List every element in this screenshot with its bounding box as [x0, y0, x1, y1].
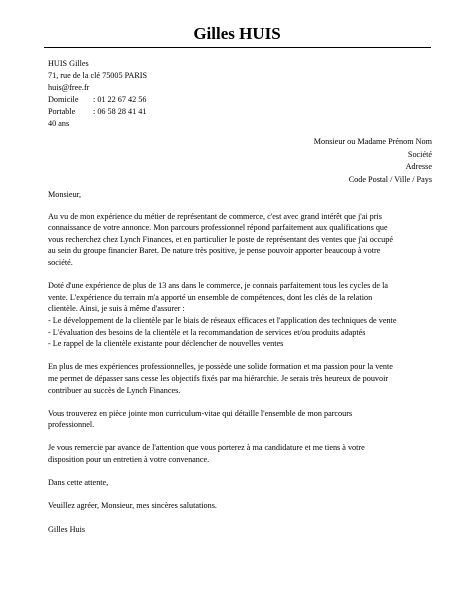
- text-line: connaissance de votre annonce. Mon parcours professionnel répond parfaitement aux qualifications que: [48, 223, 388, 233]
- text-line: Au vu de mon expérience du métier de représentant de commerce, c'est avec grand intérêt que j'ai pris: [48, 211, 382, 221]
- sender-name: HUIS Gilles: [48, 59, 89, 68]
- closing-formula: Veuillez agréer, Monsieur, mes sincères salutations.: [48, 501, 217, 511]
- text-line: au sein du groupe financier Baret. De nature très positive, je pense pouvoir apporter beaucoup à votre: [48, 246, 381, 256]
- title-divider: [44, 47, 431, 48]
- paragraph-cv: [48, 408, 433, 431]
- text-line: Doté d'une expérience de plus de 13 ans dans le commerce, je connais parfaitement tous les cycles de la: [48, 281, 388, 291]
- text-line: clientèle. Ainsi, je suis à même d'assurer :: [48, 304, 185, 314]
- text-line: vente. L'expérience du terrain m'a apporté un ensemble de compétences, dont les clés de la relation: [48, 292, 373, 302]
- text-line: En plus de mes expériences professionnelles, je possède une solide formation et ma passion pour la vente: [48, 362, 393, 372]
- sender-phone-mobile: [48, 106, 147, 118]
- bullet-item: - Le développement de la clientèle par le biais de réseaux efficaces et l'application des techniques de vente: [48, 315, 397, 325]
- sender-age: 40 ans: [48, 119, 70, 128]
- letter-body: [48, 189, 433, 547]
- sender-phone-mobile-label: Portable: [48, 107, 76, 116]
- recipient-name: Monsieur ou Madame Prénom Nom: [313, 137, 432, 146]
- signature: Gilles Huis: [48, 524, 86, 534]
- recipient-address: Adresse: [405, 162, 432, 171]
- salutation: Monsieur,: [48, 190, 82, 199]
- sender-address: 71, rue de la clé 75005 PARIS: [48, 71, 148, 80]
- text-line: société.: [48, 257, 73, 267]
- sender-phone-home: [48, 94, 147, 106]
- bullet-item: - L'évaluation des besoins de la clientèle et la recommandation de services et/ou produits adaptés: [48, 327, 366, 337]
- paragraph-intro: [48, 211, 433, 269]
- sender-phone-home-value: : 01 22 67 42 56: [93, 95, 147, 104]
- page-title: Gilles HUIS: [193, 24, 281, 43]
- paragraph-thanks: [48, 442, 433, 465]
- recipient-block: [212, 136, 432, 186]
- bullet-item: - Le rappel de la clientèle existante pour déclencher de nouvelles ventes: [48, 339, 284, 349]
- paragraph-waiting: Dans cette attente,: [48, 478, 109, 488]
- sender-phone-mobile-value: : 06 58 28 41 41: [93, 107, 147, 116]
- text-line: vous recherchez chez Lynch Finances, et en particulier le poste de représentant des ventes que j'ai occupé: [48, 234, 393, 244]
- text-line: me permet de dépasser sans cesse les objectifs fixés par ma hiérarchie. Je serais très heureux de pouvoir: [48, 373, 389, 383]
- paragraph-training: [48, 361, 433, 396]
- text-line: contribuer au succès de Lynch Finances.: [48, 385, 181, 395]
- sender-block: [48, 58, 147, 130]
- text-line: Vous trouverez en pièce jointe mon curriculum-vitae qui détaille l'ensemble de mon parcours: [48, 408, 353, 418]
- text-line: disposition pour un entretien à votre convenance.: [48, 455, 210, 465]
- sender-email: huis@free.fr: [48, 83, 90, 92]
- paragraph-experience: [48, 280, 433, 350]
- text-line: Je vous remercie par avance de l'attention que vous porterez à ma candidature et me tiens à votre: [48, 443, 365, 453]
- recipient-city: Code Postal / Ville / Pays: [348, 174, 432, 184]
- text-line: professionnel.: [48, 420, 95, 430]
- sender-phone-home-label: Domicile: [48, 95, 79, 104]
- recipient-company: Société: [407, 149, 432, 159]
